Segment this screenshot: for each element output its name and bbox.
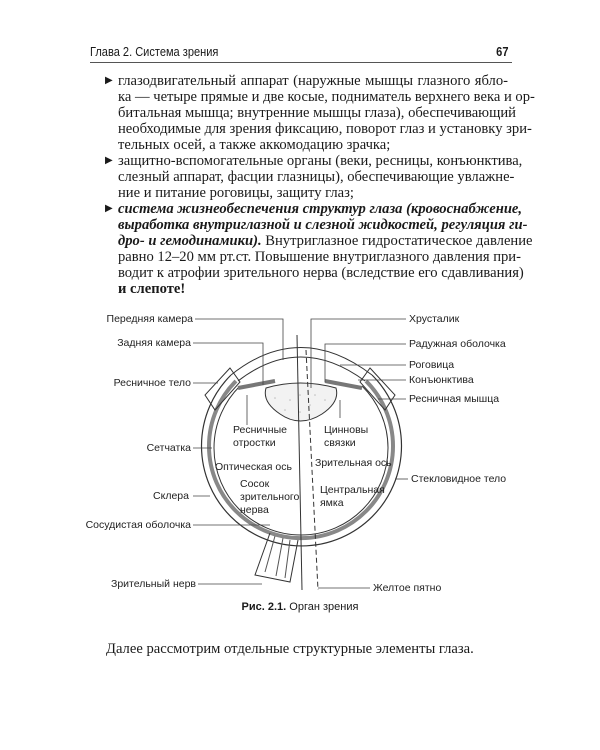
label-zinn-ligaments: Цинновы — [324, 424, 369, 436]
text-line: ние и питание роговицы, защиту глаз; — [118, 185, 354, 201]
bold-line: и слепоте! — [118, 281, 186, 297]
ciliary-body-left — [205, 368, 240, 410]
text-line: глазодвигательный аппарат (наружные мышцы глазного ябло- — [118, 73, 508, 89]
label-anterior-chamber: Передняя камера — [106, 313, 193, 325]
emphasis-line: система жизнеобеспечения структур глаза (кровоснабжение, — [118, 201, 523, 217]
label-optic-disc: зрительного — [240, 491, 300, 503]
caption-text: Орган зрения — [289, 601, 359, 613]
label-fovea: ямка — [320, 497, 344, 509]
text-line: тельных осей, а также аккомодацию зрачка; — [118, 137, 391, 153]
label-visual-axis: Зрительная ось — [315, 457, 392, 469]
text: Внутриглазное гидростатическое давление — [265, 233, 533, 249]
text-line: ка — четыре прямые и две косые, подниматель верхнего века и ор- — [118, 89, 535, 105]
label-ciliary-processes: отростки — [233, 437, 276, 449]
running-header-chapter: Глава 2. Система зрения — [90, 44, 219, 59]
label-optical-axis: Оптическая ось — [215, 461, 292, 473]
caption-label: Рис. 2.1. — [241, 601, 287, 613]
lens — [265, 383, 336, 421]
text-line: слезный аппарат, фасции глазницы), обеспечивающие увлажне- — [118, 169, 515, 185]
figure-caption — [0, 601, 600, 613]
label-ciliary-body: Ресничное тело — [113, 377, 191, 389]
bullet-icon: ▶ — [105, 155, 113, 166]
leader-lines — [193, 319, 408, 588]
label-fovea: Центральная — [320, 484, 385, 496]
final-paragraph: Далее рассмотрим отдельные структурные элементы глаза. — [106, 641, 474, 657]
label-optic-nerve: Зрительный нерв — [110, 578, 196, 590]
text-line: равно 12–20 мм рт.ст. Повышение внутриглазного давления при- — [118, 249, 521, 265]
label-vitreous-body: Стекловидное тело — [411, 473, 507, 485]
label-ciliary-muscle: Ресничная мышца — [409, 393, 500, 405]
optical-axis-line — [297, 335, 302, 590]
label-conjunctiva: Конъюнктива — [409, 374, 474, 386]
emphasis-line: выработка внутриглазной и слезной жидкостей, регуляция ги- — [118, 217, 528, 233]
text-line: битальная мышца; внутренние мышцы глаза), обеспечивающий — [118, 105, 516, 121]
text-line: водит к атрофии зрительного нерва (вследствие его сдавливания) — [118, 265, 524, 281]
label-choroid: Сосудистая оболочка — [85, 519, 191, 531]
label-lens: Хрусталик — [409, 313, 460, 325]
optic-nerve-fibers — [265, 536, 290, 578]
page-number: 67 — [495, 44, 508, 59]
bullet-icon: ▶ — [105, 75, 113, 86]
text-line: необходимые для зрения фиксацию, поворот глаз и установку зри- — [118, 121, 532, 137]
label-posterior-chamber: Задняя камера — [117, 337, 191, 349]
label-optic-disc: нерва — [240, 504, 269, 516]
cornea-inner — [238, 357, 365, 381]
label-cornea: Роговица — [409, 359, 455, 371]
bullet-icon: ▶ — [105, 203, 113, 214]
label-sclera: Склера — [153, 490, 189, 502]
text-line: защитно-вспомогательные органы (веки, ресницы, конъюнктива, — [118, 153, 523, 169]
label-iris: Радужная оболочка — [409, 338, 506, 350]
label-retina: Сетчатка — [146, 442, 191, 454]
label-ciliary-processes: Ресничные — [233, 424, 287, 436]
emphasis-text: дро- и гемодинамики). — [118, 233, 262, 249]
label-zinn-ligaments: связки — [324, 437, 356, 449]
label-optic-disc: Сосок — [240, 478, 270, 490]
label-macula: Желтое пятно — [373, 582, 442, 594]
